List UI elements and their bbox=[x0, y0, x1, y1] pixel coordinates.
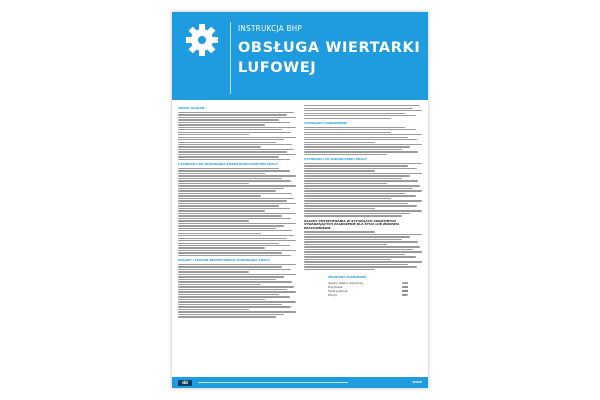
text-line bbox=[178, 291, 296, 292]
text-line bbox=[178, 205, 279, 206]
text-line bbox=[178, 281, 292, 282]
text-line bbox=[304, 165, 408, 166]
text-line bbox=[304, 190, 422, 191]
text-line bbox=[178, 215, 282, 216]
text-line bbox=[178, 159, 290, 160]
text-line bbox=[178, 195, 261, 196]
section-heading: CZYNNOŚCI PO ZAKOŃCZENIU PRACY bbox=[304, 157, 367, 162]
text-line bbox=[178, 252, 282, 253]
text-line bbox=[304, 134, 422, 135]
text-line bbox=[304, 215, 402, 216]
phone-row bbox=[328, 293, 408, 297]
section-heading: CZYNNOŚCI DO WYKONANIA PRZED ROZPOCZĘCIEM PRACY bbox=[178, 162, 278, 167]
text-line bbox=[178, 112, 294, 113]
section-heading: ZASADY I SPOSÓB BEZPIECZNEGO WYKONANIA PRACY bbox=[178, 258, 270, 263]
text-line bbox=[178, 183, 249, 184]
phone-number: 112 bbox=[402, 280, 408, 285]
text-line bbox=[304, 205, 417, 206]
text-line bbox=[178, 168, 279, 169]
text-line bbox=[178, 264, 296, 265]
text-line bbox=[304, 193, 405, 194]
header-divider bbox=[230, 22, 231, 94]
text-line bbox=[304, 234, 422, 235]
text-line bbox=[178, 193, 292, 194]
text-line bbox=[304, 146, 410, 147]
text-line bbox=[178, 198, 294, 199]
phone-label: Straż pożarna bbox=[328, 288, 348, 293]
text-line bbox=[178, 142, 276, 143]
text-line bbox=[304, 200, 422, 201]
text-line bbox=[178, 296, 290, 297]
text-line bbox=[304, 244, 387, 245]
text-line bbox=[304, 132, 391, 133]
text-line bbox=[178, 228, 276, 229]
text-line bbox=[304, 183, 387, 184]
text-line bbox=[178, 139, 284, 140]
text-line bbox=[304, 210, 422, 211]
text-line bbox=[178, 210, 265, 211]
text-line bbox=[178, 220, 249, 221]
text-line bbox=[178, 314, 284, 315]
footer-text-line bbox=[198, 382, 348, 383]
text-line bbox=[178, 271, 249, 272]
text-line bbox=[178, 190, 276, 191]
text-line bbox=[304, 231, 375, 232]
text-line bbox=[304, 144, 422, 145]
text-line bbox=[304, 203, 408, 204]
text-line bbox=[178, 289, 287, 290]
section-heading: UWAGI OGÓLNE bbox=[178, 106, 205, 110]
text-line bbox=[178, 233, 261, 234]
text-line bbox=[304, 266, 417, 267]
footer-logo: dd bbox=[178, 380, 192, 386]
text-line bbox=[304, 113, 405, 114]
text-line bbox=[178, 151, 287, 152]
text-line bbox=[304, 251, 422, 252]
text-line bbox=[304, 259, 391, 260]
text-line bbox=[178, 311, 296, 312]
text-line bbox=[178, 225, 284, 226]
text-line bbox=[178, 218, 291, 219]
text-line bbox=[304, 173, 422, 174]
text-line bbox=[178, 203, 296, 204]
text-line bbox=[178, 243, 279, 244]
text-line bbox=[304, 185, 420, 186]
text-line bbox=[178, 276, 284, 277]
text-line bbox=[178, 304, 282, 305]
text-line bbox=[304, 195, 416, 196]
page-title: OBSŁUGA WIERTARKI LUFOWEJ bbox=[238, 40, 421, 76]
right-column bbox=[304, 104, 422, 297]
instruction-sheet bbox=[172, 12, 428, 388]
text-line bbox=[178, 122, 290, 123]
text-line bbox=[304, 137, 408, 138]
text-line bbox=[304, 108, 413, 109]
text-line bbox=[304, 180, 418, 181]
text-line bbox=[304, 151, 418, 152]
text-line bbox=[178, 132, 291, 133]
text-line bbox=[304, 198, 391, 199]
text-line bbox=[178, 284, 261, 285]
text-line bbox=[178, 175, 296, 176]
text-line bbox=[304, 254, 405, 255]
text-line bbox=[304, 170, 375, 171]
text-line bbox=[178, 294, 279, 295]
text-line bbox=[304, 105, 420, 106]
text-line bbox=[304, 154, 387, 155]
text-line bbox=[178, 250, 296, 251]
text-line bbox=[304, 241, 418, 242]
sheet-footer bbox=[172, 377, 428, 388]
phones-title: TELEFONY ALARMOWE bbox=[328, 275, 367, 280]
text-line bbox=[178, 230, 292, 231]
text-line bbox=[304, 261, 422, 262]
section-heading: CZYNNOŚCI ZABRONIONE bbox=[304, 120, 348, 125]
text-line bbox=[304, 208, 375, 209]
text-line bbox=[304, 249, 413, 250]
text-line bbox=[304, 168, 417, 169]
phone-label: Ogólny telefon alarmowy bbox=[328, 280, 364, 285]
text-line bbox=[178, 124, 265, 125]
phone-number: 999 bbox=[402, 284, 408, 289]
sheet-header bbox=[172, 12, 428, 100]
text-line bbox=[178, 255, 291, 256]
header-kicker: INSTRUKCJA BHP bbox=[238, 24, 303, 33]
text-line bbox=[178, 247, 265, 248]
phone-number: 997 bbox=[402, 292, 408, 297]
text-line bbox=[178, 129, 282, 130]
text-line bbox=[178, 137, 296, 138]
text-line bbox=[178, 266, 282, 267]
text-line bbox=[304, 129, 416, 130]
document-code: W020 bbox=[412, 380, 422, 384]
text-line bbox=[178, 144, 292, 145]
text-line bbox=[178, 119, 279, 120]
left-column bbox=[178, 104, 296, 318]
text-line bbox=[304, 246, 420, 247]
text-line bbox=[178, 170, 290, 171]
text-line bbox=[178, 245, 290, 246]
text-line bbox=[304, 239, 402, 240]
text-line bbox=[178, 178, 282, 179]
text-line bbox=[304, 256, 416, 257]
text-line bbox=[178, 279, 276, 280]
text-line bbox=[178, 240, 296, 241]
text-line bbox=[178, 188, 284, 189]
phone-number: 998 bbox=[402, 288, 408, 293]
text-line bbox=[304, 213, 410, 214]
text-line bbox=[178, 238, 287, 239]
text-line bbox=[178, 154, 296, 155]
section-heading: ZASADY POSTĘPOWANIA W SYTUACJACH AWARYJNYCH STWARZAJĄCYCH ZAGROŻENIE DLA ŻYCIA LUB ZDROWIA PRACOWNIKÓW bbox=[304, 218, 400, 230]
text-line bbox=[178, 316, 276, 317]
text-line bbox=[304, 175, 410, 176]
text-line bbox=[304, 118, 391, 119]
text-line bbox=[304, 269, 375, 270]
text-line bbox=[178, 173, 265, 174]
text-line bbox=[304, 188, 413, 189]
text-line bbox=[178, 286, 294, 287]
text-line bbox=[304, 115, 416, 116]
text-line bbox=[178, 269, 291, 270]
text-line bbox=[178, 185, 296, 186]
text-line bbox=[178, 134, 249, 135]
text-line bbox=[178, 306, 291, 307]
text-line bbox=[304, 264, 408, 265]
text-line bbox=[178, 180, 291, 181]
text-line bbox=[178, 200, 287, 201]
text-line bbox=[178, 301, 296, 302]
emergency-phones bbox=[328, 276, 408, 297]
text-line bbox=[304, 236, 410, 237]
text-line bbox=[304, 127, 405, 128]
text-line bbox=[178, 274, 296, 275]
text-line bbox=[304, 139, 417, 140]
text-line bbox=[178, 114, 287, 115]
text-line bbox=[304, 149, 402, 150]
instruction-body bbox=[178, 104, 422, 372]
text-line bbox=[304, 110, 422, 111]
text-line bbox=[304, 163, 422, 164]
text-line bbox=[178, 223, 296, 224]
text-line bbox=[178, 235, 294, 236]
phone-label: Pogotowie bbox=[328, 284, 343, 289]
gear-icon bbox=[184, 22, 220, 58]
text-line bbox=[178, 117, 296, 118]
text-line bbox=[178, 127, 296, 128]
text-line bbox=[178, 208, 290, 209]
text-line bbox=[178, 299, 265, 300]
text-line bbox=[178, 309, 249, 310]
text-line bbox=[178, 146, 261, 147]
text-line bbox=[304, 142, 375, 143]
text-line bbox=[304, 178, 402, 179]
text-line bbox=[178, 213, 296, 214]
text-line bbox=[178, 149, 294, 150]
phone-label: Policja bbox=[328, 292, 337, 297]
text-line bbox=[178, 156, 279, 157]
